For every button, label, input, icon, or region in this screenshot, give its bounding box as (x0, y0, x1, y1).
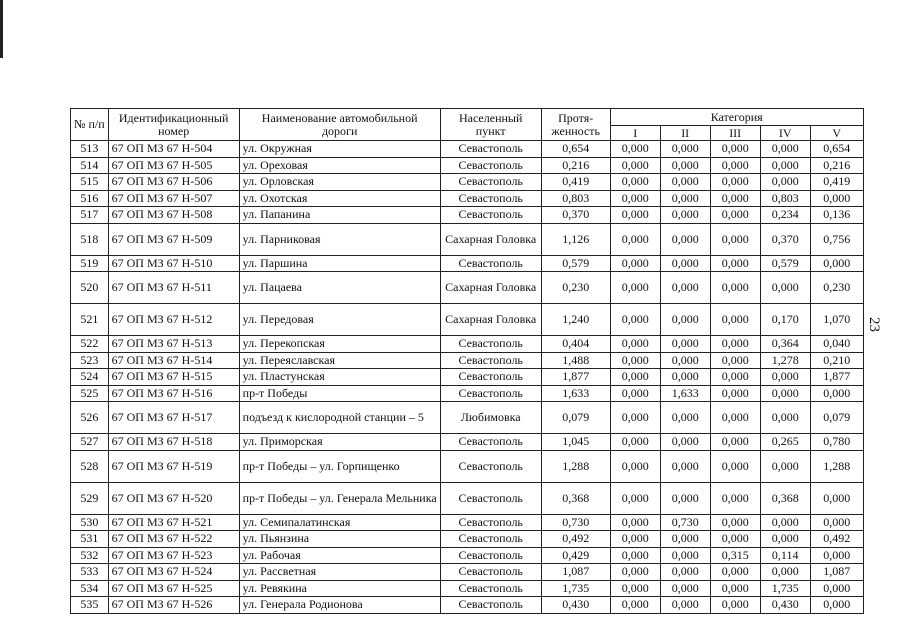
category-2-length: 0,000 (660, 450, 710, 482)
category-5-length: 1,288 (810, 450, 863, 482)
category-1-length: 0,000 (610, 207, 660, 224)
row-number: 519 (71, 255, 109, 272)
category-1-length: 0,000 (610, 564, 660, 581)
category-5-length: 0,419 (810, 174, 863, 191)
category-5-length: 0,079 (810, 402, 863, 434)
category-2-length: 0,000 (660, 190, 710, 207)
row-number: 525 (71, 385, 109, 402)
locality: Севастополь (440, 157, 541, 174)
category-5-length: 0,230 (810, 272, 863, 304)
road-id: 67 ОП МЗ 67 Н-518 (108, 434, 239, 451)
header-num: № п/п (71, 109, 109, 141)
header-cat-3: III (710, 126, 760, 141)
road-length: 1,045 (541, 434, 610, 451)
road-id: 67 ОП МЗ 67 Н-521 (108, 514, 239, 531)
category-4-length: 0,234 (760, 207, 810, 224)
road-name: пр-т Победы – ул. Горпищенко (239, 450, 440, 482)
category-3-length: 0,000 (710, 174, 760, 191)
locality: Севастополь (440, 190, 541, 207)
category-2-length: 1,633 (660, 385, 710, 402)
category-2-length: 0,000 (660, 580, 710, 597)
page-number: 23 (866, 317, 882, 332)
category-3-length: 0,000 (710, 482, 760, 514)
category-3-length: 0,000 (710, 402, 760, 434)
locality: Севастополь (440, 547, 541, 564)
road-length: 0,419 (541, 174, 610, 191)
road-name: ул. Перекопская (239, 336, 440, 353)
road-length: 0,404 (541, 336, 610, 353)
category-1-length: 0,000 (610, 223, 660, 255)
category-5-length: 1,070 (810, 304, 863, 336)
category-4-length: 0,364 (760, 336, 810, 353)
locality: Севастополь (440, 255, 541, 272)
road-id: 67 ОП МЗ 67 Н-517 (108, 402, 239, 434)
header-cat-4: IV (760, 126, 810, 141)
category-5-length: 0,000 (810, 190, 863, 207)
category-5-length: 0,040 (810, 336, 863, 353)
category-1-length: 0,000 (610, 336, 660, 353)
locality: Севастополь (440, 434, 541, 451)
road-length: 0,730 (541, 514, 610, 531)
road-name: ул. Пацаева (239, 272, 440, 304)
category-4-length: 0,000 (760, 385, 810, 402)
road-id: 67 ОП МЗ 67 Н-511 (108, 272, 239, 304)
category-5-length: 0,000 (810, 255, 863, 272)
category-2-length: 0,000 (660, 369, 710, 386)
category-5-length: 0,210 (810, 352, 863, 369)
roads-table (70, 108, 864, 614)
locality: Севастополь (440, 564, 541, 581)
category-4-length: 0,579 (760, 255, 810, 272)
category-4-length: 0,114 (760, 547, 810, 564)
category-4-length: 0,000 (760, 174, 810, 191)
category-2-length: 0,000 (660, 402, 710, 434)
road-length: 1,488 (541, 352, 610, 369)
locality: Севастополь (440, 207, 541, 224)
category-1-length: 0,000 (610, 597, 660, 614)
category-2-length: 0,000 (660, 482, 710, 514)
category-4-length: 0,430 (760, 597, 810, 614)
road-id: 67 ОП МЗ 67 Н-504 (108, 141, 239, 158)
category-4-length: 0,000 (760, 141, 810, 158)
road-length: 0,430 (541, 597, 610, 614)
locality: Севастополь (440, 531, 541, 548)
locality: Севастополь (440, 597, 541, 614)
category-4-length: 0,000 (760, 402, 810, 434)
header-locality: Населенный пункт (440, 109, 541, 141)
row-number: 514 (71, 157, 109, 174)
header-cat-1: I (610, 126, 660, 141)
category-1-length: 0,000 (610, 255, 660, 272)
category-2-length: 0,000 (660, 157, 710, 174)
category-2-length: 0,000 (660, 141, 710, 158)
row-number: 517 (71, 207, 109, 224)
road-length: 0,579 (541, 255, 610, 272)
table-row (71, 450, 864, 482)
category-5-length: 0,000 (810, 514, 863, 531)
category-1-length: 0,000 (610, 450, 660, 482)
category-2-length: 0,000 (660, 304, 710, 336)
row-number: 513 (71, 141, 109, 158)
category-1-length: 0,000 (610, 482, 660, 514)
locality: Севастополь (440, 482, 541, 514)
category-1-length: 0,000 (610, 174, 660, 191)
locality: Севастополь (440, 514, 541, 531)
road-length: 1,633 (541, 385, 610, 402)
road-name: подъезд к кислородной станции – 5 (239, 402, 440, 434)
row-number: 515 (71, 174, 109, 191)
road-length: 0,368 (541, 482, 610, 514)
table-row (71, 304, 864, 336)
category-1-length: 0,000 (610, 304, 660, 336)
road-id: 67 ОП МЗ 67 Н-523 (108, 547, 239, 564)
category-4-length: 0,000 (760, 157, 810, 174)
road-id: 67 ОП МЗ 67 Н-522 (108, 531, 239, 548)
road-length: 0,216 (541, 157, 610, 174)
category-1-length: 0,000 (610, 434, 660, 451)
road-length: 0,654 (541, 141, 610, 158)
row-number: 522 (71, 336, 109, 353)
locality: Севастополь (440, 141, 541, 158)
road-length: 1,288 (541, 450, 610, 482)
category-5-length: 0,492 (810, 531, 863, 548)
header-id: Идентификационный номер (108, 109, 239, 141)
category-5-length: 0,780 (810, 434, 863, 451)
category-3-length: 0,000 (710, 385, 760, 402)
road-name: ул. Ореховая (239, 157, 440, 174)
road-id: 67 ОП МЗ 67 Н-506 (108, 174, 239, 191)
locality: Севастополь (440, 174, 541, 191)
road-length: 1,126 (541, 223, 610, 255)
road-name: ул. Генерала Родионова (239, 597, 440, 614)
category-2-length: 0,000 (660, 223, 710, 255)
row-number: 533 (71, 564, 109, 581)
category-1-length: 0,000 (610, 369, 660, 386)
row-number: 528 (71, 450, 109, 482)
category-4-length: 0,170 (760, 304, 810, 336)
road-length: 1,087 (541, 564, 610, 581)
road-id: 67 ОП МЗ 67 Н-505 (108, 157, 239, 174)
locality: Сахарная Головка (440, 223, 541, 255)
table-body (71, 141, 864, 614)
road-id: 67 ОП МЗ 67 Н-515 (108, 369, 239, 386)
category-4-length: 0,000 (760, 564, 810, 581)
table-row (71, 482, 864, 514)
category-4-length: 0,803 (760, 190, 810, 207)
table-row (71, 352, 864, 369)
category-2-length: 0,000 (660, 207, 710, 224)
road-id: 67 ОП МЗ 67 Н-516 (108, 385, 239, 402)
category-1-length: 0,000 (610, 402, 660, 434)
row-number: 529 (71, 482, 109, 514)
scan-edge-mark (0, 0, 3, 58)
row-number: 523 (71, 352, 109, 369)
category-1-length: 0,000 (610, 141, 660, 158)
category-5-length: 0,216 (810, 157, 863, 174)
table-row (71, 157, 864, 174)
table-row (71, 255, 864, 272)
category-3-length: 0,000 (710, 223, 760, 255)
category-3-length: 0,000 (710, 255, 760, 272)
header-cat-2: II (660, 126, 710, 141)
category-1-length: 0,000 (610, 190, 660, 207)
road-id: 67 ОП МЗ 67 Н-525 (108, 580, 239, 597)
table-row (71, 402, 864, 434)
category-5-length: 0,000 (810, 580, 863, 597)
road-length: 0,492 (541, 531, 610, 548)
category-3-length: 0,000 (710, 580, 760, 597)
road-id: 67 ОП МЗ 67 Н-507 (108, 190, 239, 207)
category-3-length: 0,000 (710, 597, 760, 614)
row-number: 535 (71, 597, 109, 614)
table-row (71, 547, 864, 564)
road-id: 67 ОП МЗ 67 Н-514 (108, 352, 239, 369)
row-number: 531 (71, 531, 109, 548)
table-row (71, 597, 864, 614)
category-3-length: 0,000 (710, 352, 760, 369)
road-name: пр-т Победы – ул. Генерала Мельника (239, 482, 440, 514)
road-length: 0,429 (541, 547, 610, 564)
road-length: 1,735 (541, 580, 610, 597)
table-row (71, 514, 864, 531)
row-number: 518 (71, 223, 109, 255)
road-length: 0,803 (541, 190, 610, 207)
road-name: ул. Пластунская (239, 369, 440, 386)
road-id: 67 ОП МЗ 67 Н-510 (108, 255, 239, 272)
header-cat-5: V (810, 126, 863, 141)
road-length: 0,079 (541, 402, 610, 434)
header-length: Протя- женность (541, 109, 610, 141)
table-row (71, 531, 864, 548)
category-3-length: 0,000 (710, 564, 760, 581)
category-5-length: 1,877 (810, 369, 863, 386)
category-2-length: 0,000 (660, 434, 710, 451)
category-4-length: 0,000 (760, 369, 810, 386)
category-1-length: 0,000 (610, 272, 660, 304)
road-name: ул. Переяславская (239, 352, 440, 369)
road-name: ул. Рабочая (239, 547, 440, 564)
category-1-length: 0,000 (610, 580, 660, 597)
table-row (71, 190, 864, 207)
category-1-length: 0,000 (610, 514, 660, 531)
locality: Севастополь (440, 385, 541, 402)
category-2-length: 0,000 (660, 272, 710, 304)
locality: Севастополь (440, 369, 541, 386)
road-name: ул. Папанина (239, 207, 440, 224)
table-row (71, 580, 864, 597)
row-number: 532 (71, 547, 109, 564)
locality: Севастополь (440, 352, 541, 369)
category-4-length: 0,265 (760, 434, 810, 451)
road-name: ул. Охотская (239, 190, 440, 207)
road-length: 0,370 (541, 207, 610, 224)
category-3-length: 0,000 (710, 336, 760, 353)
category-3-length: 0,000 (710, 531, 760, 548)
category-5-length: 1,087 (810, 564, 863, 581)
road-id: 67 ОП МЗ 67 Н-513 (108, 336, 239, 353)
table-row (71, 272, 864, 304)
row-number: 521 (71, 304, 109, 336)
road-length: 0,230 (541, 272, 610, 304)
row-number: 526 (71, 402, 109, 434)
row-number: 530 (71, 514, 109, 531)
category-2-length: 0,000 (660, 564, 710, 581)
category-5-length: 0,000 (810, 482, 863, 514)
category-2-length: 0,730 (660, 514, 710, 531)
locality: Севастополь (440, 580, 541, 597)
road-name: ул. Парниковая (239, 223, 440, 255)
locality: Сахарная Головка (440, 272, 541, 304)
table-row (71, 141, 864, 158)
category-3-length: 0,000 (710, 304, 760, 336)
table-row (71, 336, 864, 353)
road-name: ул. Семипалатинская (239, 514, 440, 531)
category-4-length: 0,000 (760, 272, 810, 304)
road-name: ул. Окружная (239, 141, 440, 158)
category-4-length: 0,000 (760, 514, 810, 531)
locality: Любимовка (440, 402, 541, 434)
category-3-length: 0,000 (710, 157, 760, 174)
table-row (71, 223, 864, 255)
table-row (71, 434, 864, 451)
category-5-length: 0,000 (810, 547, 863, 564)
category-5-length: 0,136 (810, 207, 863, 224)
road-id: 67 ОП МЗ 67 Н-508 (108, 207, 239, 224)
category-2-length: 0,000 (660, 174, 710, 191)
row-number: 520 (71, 272, 109, 304)
category-3-length: 0,000 (710, 450, 760, 482)
category-1-length: 0,000 (610, 385, 660, 402)
category-3-length: 0,315 (710, 547, 760, 564)
road-id: 67 ОП МЗ 67 Н-526 (108, 597, 239, 614)
road-name: ул. Передовая (239, 304, 440, 336)
road-name: ул. Пьянзина (239, 531, 440, 548)
category-2-length: 0,000 (660, 597, 710, 614)
category-3-length: 0,000 (710, 207, 760, 224)
table-row (71, 385, 864, 402)
category-2-length: 0,000 (660, 352, 710, 369)
category-4-length: 1,735 (760, 580, 810, 597)
category-3-length: 0,000 (710, 272, 760, 304)
category-4-length: 0,368 (760, 482, 810, 514)
road-length: 1,877 (541, 369, 610, 386)
category-3-length: 0,000 (710, 434, 760, 451)
category-1-length: 0,000 (610, 531, 660, 548)
row-number: 516 (71, 190, 109, 207)
category-3-length: 0,000 (710, 141, 760, 158)
row-number: 534 (71, 580, 109, 597)
category-4-length: 1,278 (760, 352, 810, 369)
category-1-length: 0,000 (610, 157, 660, 174)
road-name: пр-т Победы (239, 385, 440, 402)
category-2-length: 0,000 (660, 531, 710, 548)
header-category: Категория (610, 109, 863, 126)
table-row (71, 207, 864, 224)
locality: Сахарная Головка (440, 304, 541, 336)
category-3-length: 0,000 (710, 369, 760, 386)
category-1-length: 0,000 (610, 352, 660, 369)
header-name: Наименование автомобильной дороги (239, 109, 440, 141)
category-2-length: 0,000 (660, 547, 710, 564)
road-name: ул. Паршина (239, 255, 440, 272)
road-id: 67 ОП МЗ 67 Н-519 (108, 450, 239, 482)
category-2-length: 0,000 (660, 255, 710, 272)
category-3-length: 0,000 (710, 190, 760, 207)
road-id: 67 ОП МЗ 67 Н-520 (108, 482, 239, 514)
road-name: ул. Орловская (239, 174, 440, 191)
category-5-length: 0,756 (810, 223, 863, 255)
road-length: 1,240 (541, 304, 610, 336)
locality: Севастополь (440, 450, 541, 482)
row-number: 524 (71, 369, 109, 386)
road-id: 67 ОП МЗ 67 Н-524 (108, 564, 239, 581)
category-5-length: 0,000 (810, 597, 863, 614)
category-4-length: 0,000 (760, 450, 810, 482)
table-row (71, 174, 864, 191)
category-5-length: 0,000 (810, 385, 863, 402)
category-1-length: 0,000 (610, 547, 660, 564)
road-id: 67 ОП МЗ 67 Н-509 (108, 223, 239, 255)
category-3-length: 0,000 (710, 514, 760, 531)
category-4-length: 0,000 (760, 531, 810, 548)
category-5-length: 0,654 (810, 141, 863, 158)
row-number: 527 (71, 434, 109, 451)
road-id: 67 ОП МЗ 67 Н-512 (108, 304, 239, 336)
locality: Севастополь (440, 336, 541, 353)
table-row (71, 564, 864, 581)
road-name: ул. Ревякина (239, 580, 440, 597)
road-name: ул. Приморская (239, 434, 440, 451)
category-2-length: 0,000 (660, 336, 710, 353)
table-row (71, 369, 864, 386)
road-name: ул. Рассветная (239, 564, 440, 581)
category-4-length: 0,370 (760, 223, 810, 255)
